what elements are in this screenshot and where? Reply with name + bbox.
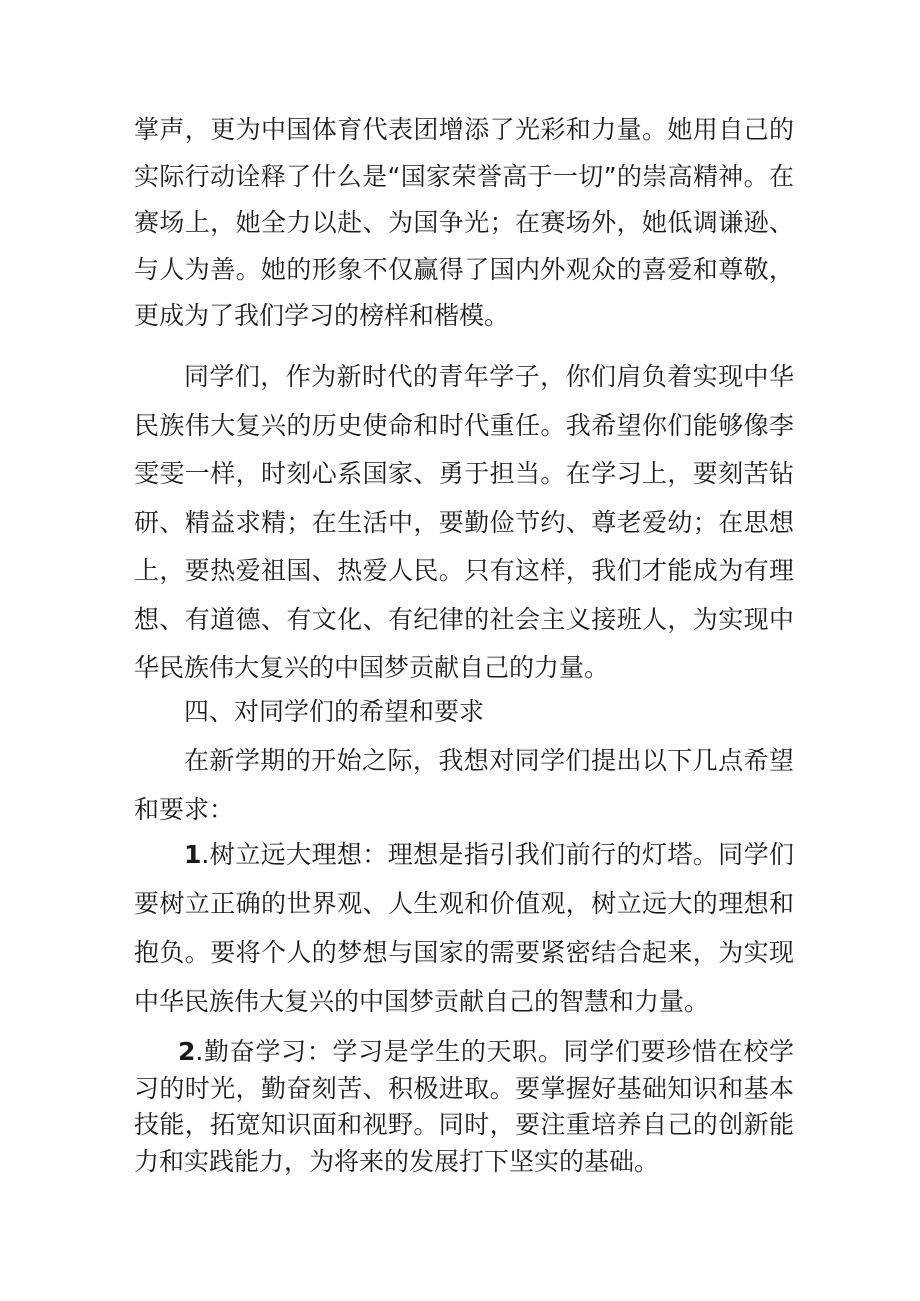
paragraph-praise: 掌声，更为中国体育代表团增添了光彩和力量。她用自己的实际行动诠释了什么是“国家荣誉高于一切”的崇高精神。在赛场上，她全力以赴、为国争光；在赛场外，她低调谦逊、与人为善。她的形象不仅赢得了国内外观众的喜爱和尊敬，更成为了我们学习的榜样和楷模。 bbox=[134, 115, 794, 330]
list-item-ideal bbox=[134, 830, 794, 1026]
list-item-text: .勤奋学习：学习是学生的天职。同学们要珍惜在校学习的时光，勤奋刻苦、积极进取。要掌握好基础知识和基本技能，拓宽知识面和视野。同时，要注重培养自己的创新能力和实践能力，为将来的发展打下坚实的基础。 bbox=[134, 1037, 794, 1176]
paragraph-students-mission: 同学们，作为新时代的青年学子，你们肩负着实现中华民族伟大复兴的历史使命和时代重任。我希望你们能够像李雯雯一样，时刻心系国家、勇于担当。在学习上，要刻苦钻研、精益求精；在生活中，要勤俭节约、尊老爱幼；在思想上，要热爱祖国、热爱人民。只有这样，我们才能成为有理想、有道德、有文化、有纪律的社会主义接班人，为实现中华民族伟大复兴的中国梦贡献自己的力量。 bbox=[134, 362, 794, 682]
paragraph-intro-hopes: 在新学期的开始之际，我想对同学们提出以下几点希望和要求： bbox=[134, 746, 794, 824]
list-item-study bbox=[134, 1034, 794, 1180]
list-item-number: 2 bbox=[178, 1037, 196, 1066]
list-item-number: 1 bbox=[184, 840, 202, 869]
list-item-text: .树立远大理想：理想是指引我们前行的灯塔。同学们要树立正确的世界观、人生观和价值观，树立远大的理想和抱负。要将个人的梦想与国家的需要紧密结合起来，为实现中华民族伟大复兴的中国梦贡献自己的智慧和力量。 bbox=[134, 840, 794, 1016]
section-heading: 四、对同学们的希望和要求 bbox=[184, 697, 485, 726]
